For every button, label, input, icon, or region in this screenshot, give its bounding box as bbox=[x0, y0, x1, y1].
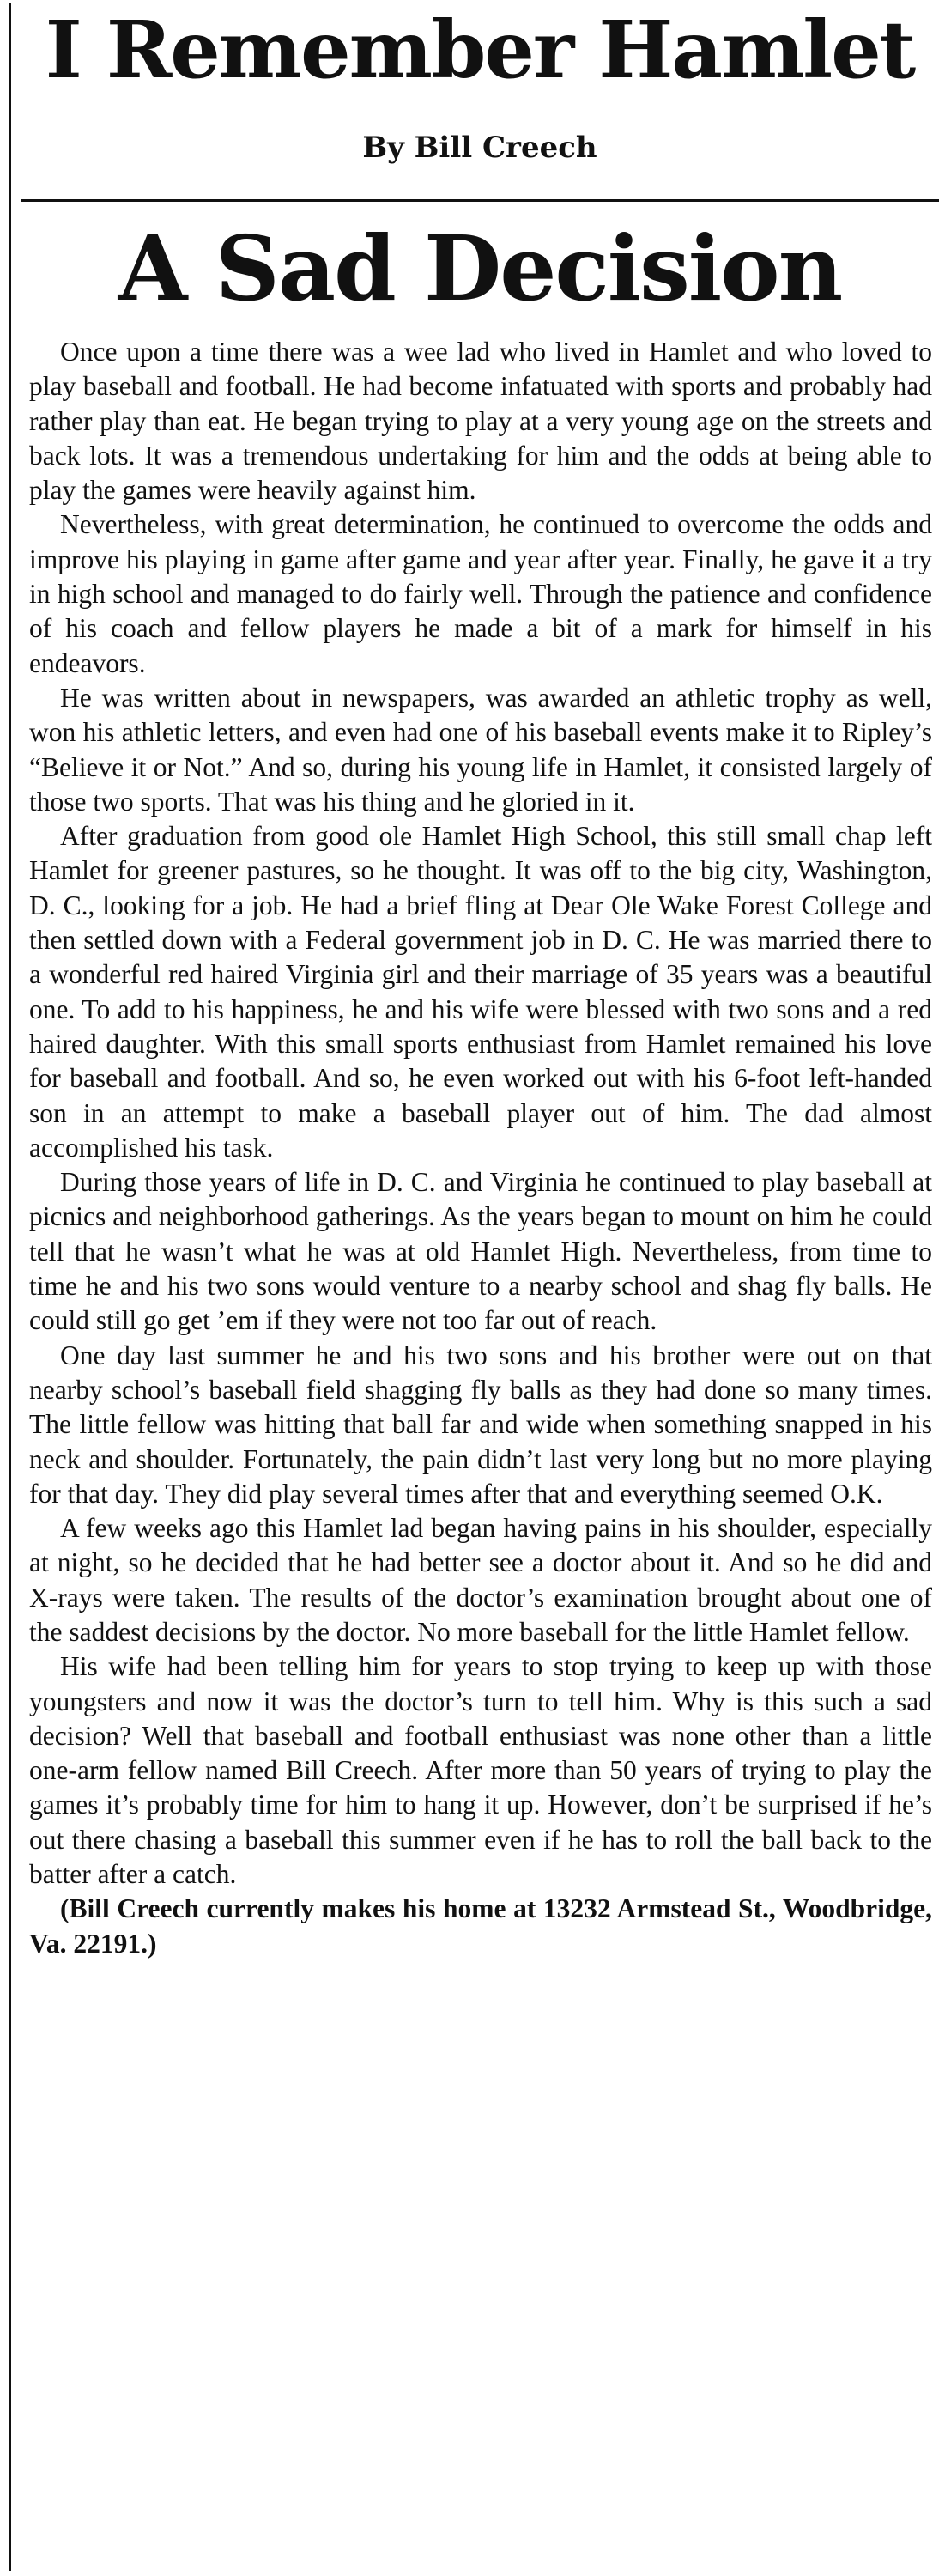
column-rule bbox=[9, 3, 11, 2571]
article-paragraph: One day last summer he and his two sons and his brother were out on that nearby school’s baseball field shagging fly balls as they had done so many times. The little fellow was hitting that ball far and wide when something snapped in his neck and shoulder. Fortunately, the pain didn’t last very long but no more playing for that day. They did play several times after that and everything seemed O.K. bbox=[29, 1340, 932, 1509]
article-paragraph: He was written about in newspapers, was awarded an athletic trophy as well, won his athletic letters, and even had one of his baseball events make it to Ripley’s “Believe it or Not.” And so, during his young life in Hamlet, it consisted largely of those two sports. That was his thing and he gloried in it. bbox=[29, 682, 932, 817]
newspaper-clipping bbox=[9, 0, 939, 2576]
article-paragraph: Nevertheless, with great determination, he continued to overcome the odds and improve his playing in game after game and year after year. Finally, he gave it a try in high school and managed to do fairly well. Through the patience and confidence of his coach and fellow players he made a bit of a mark for himself in his endeavors. bbox=[29, 509, 932, 678]
divider-rule bbox=[21, 199, 939, 202]
article-paragraph: During those years of life in D. C. and Virginia he continued to play baseball at picnics and neighborhood gatherings. As the years began to mount on him he could tell that he wasn’t what he was at old Hamlet High. Nevertheless, from time to time he and his two sons would venture to a nearby school and shag fly balls. He could still go get ’em if they were not too far out of reach. bbox=[29, 1167, 932, 1336]
column-masthead bbox=[21, 0, 939, 165]
article-paragraph: After graduation from good ole Hamlet High School, this still small chap left Hamlet for greener pastures, so he thought. It was off to the big city, Washington, D. C., looking for a job. He had a brief fling at Dear Ole Wake Forest College and then settled down with a Federal government job in D. C. He was married there to a wonderful red haired Virginia girl and their marriage of 35 years was a beautiful one. To add to his happiness, he and his wife were blessed with two sons and a red haired daughter. With this small sports enthusiast from Hamlet remained his love for baseball and football. And so, he even worked out with his 6-foot left-handed son in an attempt to make a baseball player out of him. The dad almost accomplished his task. bbox=[29, 821, 932, 1163]
column-title: I Remember Hamlet bbox=[45, 3, 915, 96]
byline: By Bill Creech bbox=[362, 131, 597, 165]
article-paragraph: Once upon a time there was a wee lad who lived in Hamlet and who loved to play baseball and football. He had become infatuated with sports and probably had rather play than eat. He began trying to play at a very young age on the streets and back lots. It was a tremendous undertaking for him and the odds at being able to play the games were heavily against him. bbox=[29, 337, 932, 506]
article-paragraph: A few weeks ago this Hamlet lad began having pains in his shoulder, especially at night, so he decided that he had better see a doctor about it. And so he did and X-rays were taken. The results of the doctor’s examination brought about one of the saddest decisions by the doctor. No more baseball for the little Hamlet fellow. bbox=[29, 1513, 932, 1647]
article-headline: A Sad Decision bbox=[118, 216, 842, 321]
article-body bbox=[29, 335, 932, 1961]
author-note: (Bill Creech currently makes his home at 13232 Armstead St., Woodbridge, Va. 22191.) bbox=[29, 1893, 932, 1959]
article-paragraph: His wife had been telling him for years to stop trying to keep up with those youngsters and now it was the doctor’s turn to tell him. Why is this such a sad decision? Well that baseball and football enthusiast was none other than a little one-arm fellow named Bill Creech. After more than 50 years of trying to play the games it’s probably time for him to hang it up. However, don’t be surprised if he’s out there chasing a baseball this summer even if he has to roll the ball back to the batter after a catch. bbox=[29, 1651, 932, 1890]
